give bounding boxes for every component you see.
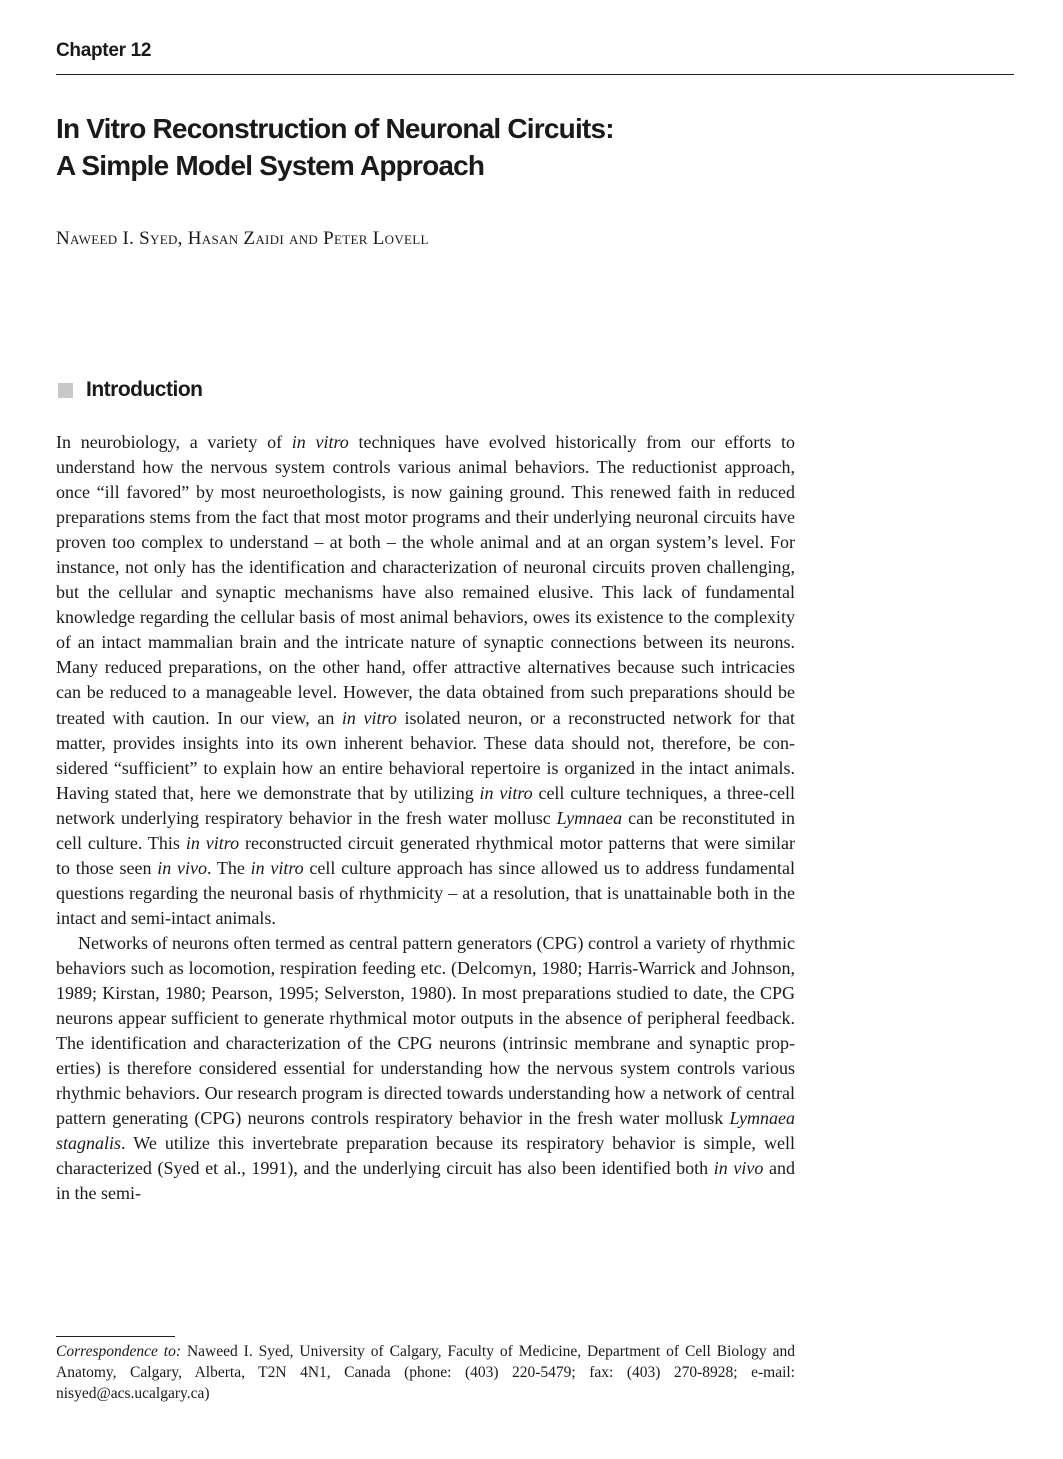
text-run: . We utilize this invertebrate preparation because its respiratory behavior is simple, well characterized (Syed et al., 1991), and the underlying circuit has also been identified both	[56, 1133, 795, 1179]
text-run: Networks of neurons often termed as central pattern generators (CPG) control a variety of rhythmic behaviors such as locomotion, respiration feeding etc. (Delcomyn, 1980; Harris-Warrick and Johnson, 1989; Kirstan, 1980; Pearson, 1995; Selverston, 1980). In most preparations studied to date, the CPG neurons appear sufficient to generate rhythmical motor outputs in the absence of peripheral feedback. The identification and characterization of the CPG neurons (intrinsic membrane and synaptic properties) is therefore considered essential for understanding how the nervous system controls various rhythmic behaviors. Our research program is directed towards understanding how a network of central pattern generating (CPG) neurons controls respiratory behavior in the fresh water mollusk	[56, 932, 795, 1129]
text-run: isolated neuron, or a reconstructed network for that matter, provides insights into its own inherent behavior. These data should not, therefore, be considered “sufficient” to explain how an entire behavioral repertoire is organized in the intact animals. Having stated that, here we demonstrate that by utilizing	[56, 707, 795, 803]
italic-run: Lymnaea stagnalis	[56, 1108, 795, 1154]
text-run: In neurobiology, a variety of	[56, 432, 292, 452]
chapter-title	[56, 110, 956, 184]
italic-run: in vitro	[291, 432, 349, 452]
body-text	[56, 430, 795, 1206]
italic-run: in vitro	[341, 707, 397, 728]
italic-run: in vitro	[479, 782, 533, 803]
italic-run: Lymnaea	[556, 807, 623, 828]
italic-run: in vitro	[250, 857, 304, 878]
text-run: cell culture approach has since allowed us to address fundamental questions regarding the neuronal basis of rhythmicity – at a resolution, that is unattainable both in the intact and semi-intact animals.	[56, 857, 795, 928]
italic-run: in vitro	[185, 832, 240, 853]
text-run: techniques have evolved historically from our efforts to understand how the nervous system controls various animal behaviors. The reductionist approach, once “ill favored” by most neuroethologists, is now gaining ground. This renewed faith in reduced preparations stems from the fact that most motor programs and their underlying neuronal circuits have proven too complex to understand – at both – the whole animal and at an organ system’s level. For instance, not only has the identification and characterization of neuronal circuits proven challenging, but the cellular and synaptic mechanisms have also remained elusive. This lack of fundamental knowledge regarding the cellular basis of most animal behaviors, owes its existence to the complexity of an intact mammalian brain and the intricate nature of synaptic connections between its neurons. Many reduced preparations, on the other hand, offer attractive alternatives because such intricacies can be reduced to a manageable level. However, the data obtained from such preparations should be treated with caution. In our view, an	[56, 432, 795, 728]
italic-run: in vivo	[713, 1158, 764, 1179]
section-title: Introduction	[86, 378, 203, 401]
italic-run: in vivo	[157, 857, 207, 878]
text-run: and in the semi-	[56, 1158, 795, 1204]
chapter-title-line-1: In Vitro Reconstruction of Neuronal Circuits:	[56, 113, 614, 144]
text-run: reconstructed circuit generated rhythmical motor patterns that were similar to those seen	[56, 832, 795, 878]
text-run: cell culture techniques, a three-cell network underlying respiratory behavior in the fresh water mollusc	[56, 782, 795, 828]
section-heading	[58, 376, 202, 404]
footnote-text: Naweed I. Syed, University of Calgary, Faculty of Medicine, Department of Cell Biology and Anatomy, Calgary, Alberta, T2N 4N1, Canada (phone: (403) 220-5479; fax: (403) 270-8928; e-mail: nisyed@acs.ucalgary.ca)	[56, 1343, 795, 1402]
text-run: . The	[206, 857, 251, 878]
paragraph	[56, 931, 795, 1207]
footnote	[56, 1341, 795, 1404]
author-list: Naweed I. Syed, Hasan Zaidi and Peter Lovell	[56, 228, 429, 249]
running-header	[56, 38, 1014, 75]
footnote-rule	[56, 1336, 175, 1337]
chapter-label: Chapter 12	[56, 40, 152, 61]
section-bullet-icon	[58, 383, 73, 398]
paragraph	[56, 430, 795, 931]
footnote-label: Correspondence to:	[56, 1343, 182, 1360]
text-run: can be reconstituted in cell culture. This	[56, 807, 795, 853]
chapter-title-line-2: A Simple Model System Approach	[56, 150, 485, 181]
